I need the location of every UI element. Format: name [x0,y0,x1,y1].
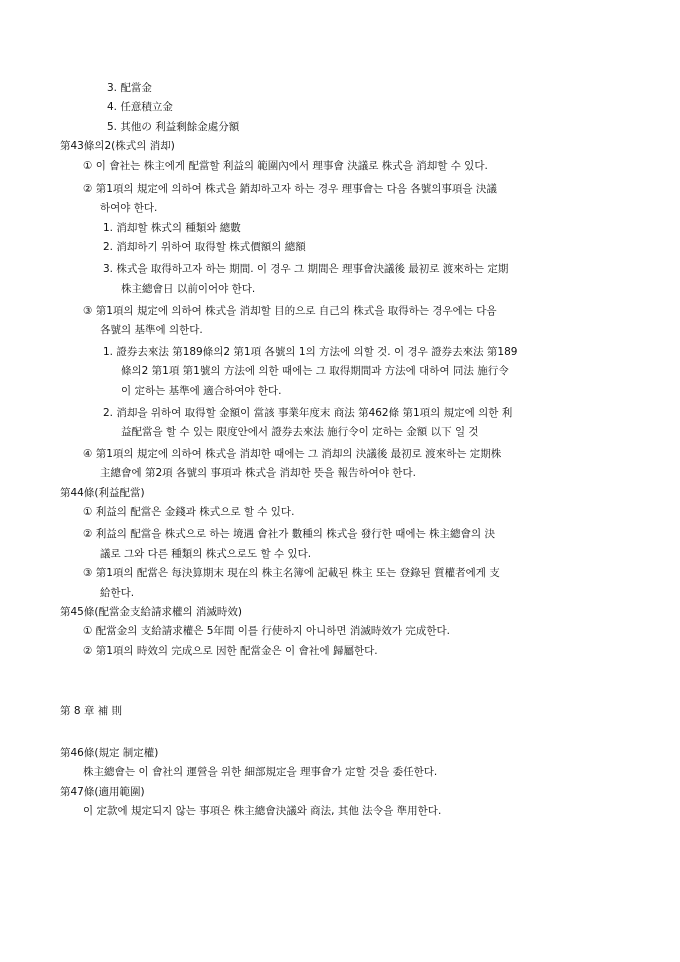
paragraph-continuation: 給한다. [100,587,135,599]
article-heading: 第43條의2(株式의 消却) [60,140,175,152]
article-heading: 第44條(利益配當) [60,487,145,499]
paragraph: 이 定款에 規定되지 않는 事項은 株主總會決議와 商法, 其他 法令을 準用한다. [83,805,442,817]
paragraph: ① 配當金의 支給請求權은 5年間 이를 行使하지 아니하면 消滅時效가 完成한다. [83,625,450,637]
paragraph: ② 利益의 配當을 株式으로 하는 境遇 會社가 數種의 株式을 發行한 때에는 株主總會의 決 [83,528,495,540]
paragraph: ① 이 會社는 株主에게 配當할 利益의 範圍內에서 理事會 決議로 株式을 消却할 수 있다. [83,160,488,172]
list-item-continuation: 條의2 第1項 第1號의 方法에 의한 때에는 그 取得期間과 方法에 대하여 同法 施行令 [121,365,509,377]
paragraph-continuation: 主總會에 第2項 各號의 事項과 株式을 消却한 뜻을 報告하여야 한다. [100,467,416,479]
list-item-continuation: 株主總會日 以前이어야 한다. [121,283,256,295]
paragraph: ③ 第1項의 規定에 의하여 株式을 消却할 目的으로 自己의 株式을 取得하는 경우에는 다음 [83,305,497,317]
list-item: 5. 其他の 利益剩餘金處分額 [107,121,240,133]
list-item: 1. 消却할 株式의 種類와 總數 [103,222,241,234]
list-item: 3. 配當金 [107,82,152,94]
article-heading: 第46條(規定 制定權) [60,747,159,759]
paragraph-continuation: 하여야 한다. [100,202,158,214]
list-item-continuation: 益配當을 할 수 있는 限度안에서 證券去來法 施行令이 定하는 金額 以下 일 것 [121,426,479,438]
list-item: 2. 消却을 위하여 取得할 金額이 當該 事業年度末 商法 第462條 第1項의 規定에 의한 利 [103,407,513,419]
list-item: 2. 消却하기 위하여 取得할 株式價額의 總額 [103,241,306,253]
paragraph-continuation: 議로 그와 다른 種類의 株式으로도 할 수 있다. [100,548,312,560]
list-item: 4. 任意積立金 [107,101,173,113]
paragraph: ② 第1項의 規定에 의하여 株式을 銷却하고자 하는 경우 理事會는 다음 各號의事項을 決議 [83,183,497,195]
list-item-continuation: 이 定하는 基準에 適合하여야 한다. [121,385,282,397]
article-heading: 第47條(適用範圍) [60,786,145,798]
paragraph: 株主總會는 이 會社의 運營을 위한 細部規定을 理事會가 定할 것을 委任한다. [83,766,438,778]
paragraph: ① 利益의 配當은 金錢과 株式으로 할 수 있다. [83,506,295,518]
list-item: 1. 證券去來法 第189條의2 第1項 各號의 1의 方法에 의할 것. 이 경우 證券去來法 第189 [103,346,518,358]
paragraph: ③ 第1項의 配當은 每決算期末 現在의 株主名簿에 記載된 株主 또는 登錄된 質權者에게 支 [83,567,500,579]
paragraph: ④ 第1項의 規定에 의하여 株式을 消却한 때에는 그 消却의 決議後 最初로 渡來하는 定期株 [83,448,502,460]
paragraph: ② 第1項의 時效의 完成으로 因한 配當金은 이 會社에 歸屬한다. [83,645,378,657]
list-item: 3. 株式을 取得하고자 하는 期間. 이 경우 그 期間은 理事會決議後 最初로 渡來하는 定期 [103,263,509,275]
article-heading: 第45條(配當金支給請求權의 消滅時效) [60,606,243,618]
chapter-heading: 第 8 章 補 則 [60,705,123,717]
paragraph-continuation: 各號의 基準에 의한다. [100,324,203,336]
